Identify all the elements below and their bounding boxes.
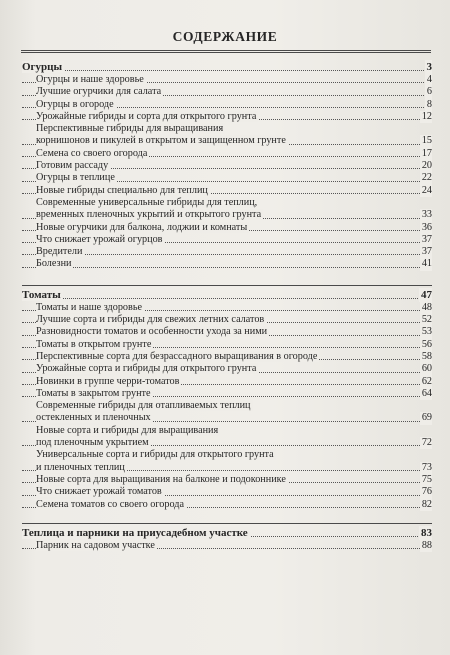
toc-entry-line <box>22 123 432 135</box>
toc-entry <box>22 172 432 184</box>
toc-entry <box>22 314 432 326</box>
entry-title: Лучшие сорта и гибриды для свежих летних салатов <box>36 314 265 326</box>
entry-title: Урожайные сорта и гибриды для открытого грунта <box>36 363 257 375</box>
section-gap <box>22 511 432 523</box>
entry-title: Лучшие огурчики для салата <box>36 86 162 98</box>
entry-title: Томаты в закрытом грунте <box>36 387 151 399</box>
toc-entry <box>22 99 432 111</box>
entry-title: Новинки в группе черри-томатов <box>36 375 180 387</box>
page-number: 6 <box>426 86 432 98</box>
toc-entry <box>22 437 432 449</box>
page-number: 62 <box>421 375 432 387</box>
entry-title: остекленных и пленочных <box>36 412 151 424</box>
toc-entry <box>22 339 432 351</box>
entry-title: Новые гибриды специально для теплиц <box>36 184 208 196</box>
entry-title-line: Универсальные сорта и гибриды для открытого грунта <box>36 449 274 461</box>
entry-title-line: Перспективные гибриды для выращивания <box>36 123 224 135</box>
section-rule <box>22 523 432 524</box>
toc-entry <box>22 486 432 498</box>
page-number: 88 <box>421 539 432 551</box>
page-number: 33 <box>421 209 432 221</box>
toc-entry <box>22 302 432 314</box>
page-number: 17 <box>421 147 432 159</box>
page-number: 37 <box>421 233 432 245</box>
entry-title: и пленочных теплиц <box>36 461 125 473</box>
page-number: 64 <box>421 387 432 399</box>
page-number: 56 <box>421 338 432 350</box>
toc-section-heading <box>22 526 432 540</box>
toc-entry <box>22 258 432 270</box>
page-number: 22 <box>421 172 432 184</box>
entry-title: Семена томатов со своего огорода <box>36 498 184 510</box>
entry-title: Томаты <box>22 288 61 301</box>
toc-entry-line <box>22 400 432 412</box>
entry-title: под пленочным укрытием <box>36 437 149 449</box>
toc-entry <box>22 326 432 338</box>
page-number: 3 <box>426 61 432 73</box>
page-number: 41 <box>421 258 432 270</box>
entry-title: Болезни <box>36 258 72 270</box>
entry-title: Томаты в открытом грунте <box>36 338 152 350</box>
entry-title: Разновидности томатов и особенности ухода за ними <box>36 326 268 338</box>
toc-entry <box>22 160 432 172</box>
page-title: СОДЕРЖАНИЕ <box>172 29 278 44</box>
page-number: 82 <box>421 498 432 510</box>
top-rule <box>21 50 431 51</box>
page-number: 20 <box>421 160 432 172</box>
page-number: 36 <box>421 221 432 233</box>
entry-title-line: Современные универсальные гибриды для теплиц, <box>36 196 258 208</box>
toc-entry <box>22 474 432 486</box>
page-number: 53 <box>421 326 432 338</box>
toc-entry <box>22 351 432 363</box>
entry-title: временных пленочных укрытий и открытого грунта <box>36 209 262 221</box>
page-number: 58 <box>421 350 432 362</box>
entry-title: Новые сорта для выращивания на балконе и подоконнике <box>36 473 286 485</box>
page-number: 60 <box>421 363 432 375</box>
toc-entry <box>22 462 432 474</box>
entry-title: Что снижает урожай огурцов <box>36 233 163 245</box>
toc-entry <box>22 222 432 234</box>
page-number: 69 <box>421 412 432 424</box>
toc-entry-line <box>22 425 432 437</box>
table-of-contents <box>22 60 432 552</box>
toc-entry <box>22 540 432 552</box>
top-rule-2 <box>21 52 431 53</box>
toc-entry <box>22 74 432 86</box>
toc-entry <box>22 388 432 400</box>
entry-title: Огурцы в теплице <box>36 172 115 184</box>
page-number: 52 <box>421 314 432 326</box>
page-number: 15 <box>421 135 432 147</box>
toc-entry <box>22 376 432 388</box>
dot-leader <box>22 297 432 299</box>
toc-entry <box>22 246 432 258</box>
bleed-through-text <box>150 2 430 14</box>
toc-entry <box>22 185 432 197</box>
entry-title: Огурцы и наше здоровье <box>36 74 144 85</box>
entry-title-line: Новые сорта и гибриды для выращивания <box>36 424 219 436</box>
entry-title: Урожайные гибриды и сорта для открытого грунта <box>36 110 257 122</box>
toc-entry <box>22 86 432 98</box>
toc-entry <box>22 209 432 221</box>
page-number: 75 <box>421 473 432 485</box>
entry-title: Парник на садовом участке <box>36 539 155 551</box>
toc-entry-line <box>22 449 432 461</box>
entry-title: Перспективные сорта для безрассадного выращивания в огороде <box>36 350 318 362</box>
toc-entry <box>22 135 432 147</box>
toc-entry <box>22 412 432 424</box>
entry-title: Что снижает урожай томатов <box>36 486 162 498</box>
page-number: 48 <box>421 301 432 313</box>
toc-entry-line <box>22 197 432 209</box>
toc-entry <box>22 111 432 123</box>
entry-title-line: Современные гибриды для отапливаемых теплиц <box>36 400 251 412</box>
entry-title: Огурцы <box>22 61 63 73</box>
entry-title: Огурцы в огороде <box>36 98 114 110</box>
section-rule <box>22 285 432 286</box>
page-number: 37 <box>421 246 432 258</box>
toc-entry <box>22 499 432 511</box>
entry-title: Теплица и парники на приусадебном участке <box>22 526 248 539</box>
page-number: 8 <box>426 98 432 110</box>
dot-leader <box>22 266 432 268</box>
entry-title: Готовим рассаду <box>36 160 109 172</box>
page-number: 73 <box>421 461 432 473</box>
entry-title: Семена со своего огорода <box>36 147 148 159</box>
toc-section-heading <box>22 288 432 302</box>
page-number: 47 <box>421 288 432 301</box>
entry-title: корнишонов и пикулей в открытом и защищенном грунте <box>36 135 286 147</box>
toc-section-heading <box>22 60 432 74</box>
toc-entry <box>22 148 432 160</box>
page-number: 72 <box>421 437 432 449</box>
entry-title: Томаты и наше здоровье <box>36 301 143 313</box>
entry-title: Новые огурчики для балкона, лоджии и комнаты <box>36 221 248 233</box>
dot-leader <box>22 69 432 71</box>
page-number: 76 <box>421 486 432 498</box>
toc-entry <box>22 363 432 375</box>
section-gap <box>22 271 432 285</box>
toc-entry <box>22 234 432 246</box>
page-number: 24 <box>421 184 432 196</box>
page-number: 12 <box>421 110 432 122</box>
page-number: 4 <box>426 74 432 85</box>
entry-title: Вредители <box>36 246 83 258</box>
page-number: 83 <box>421 526 432 539</box>
